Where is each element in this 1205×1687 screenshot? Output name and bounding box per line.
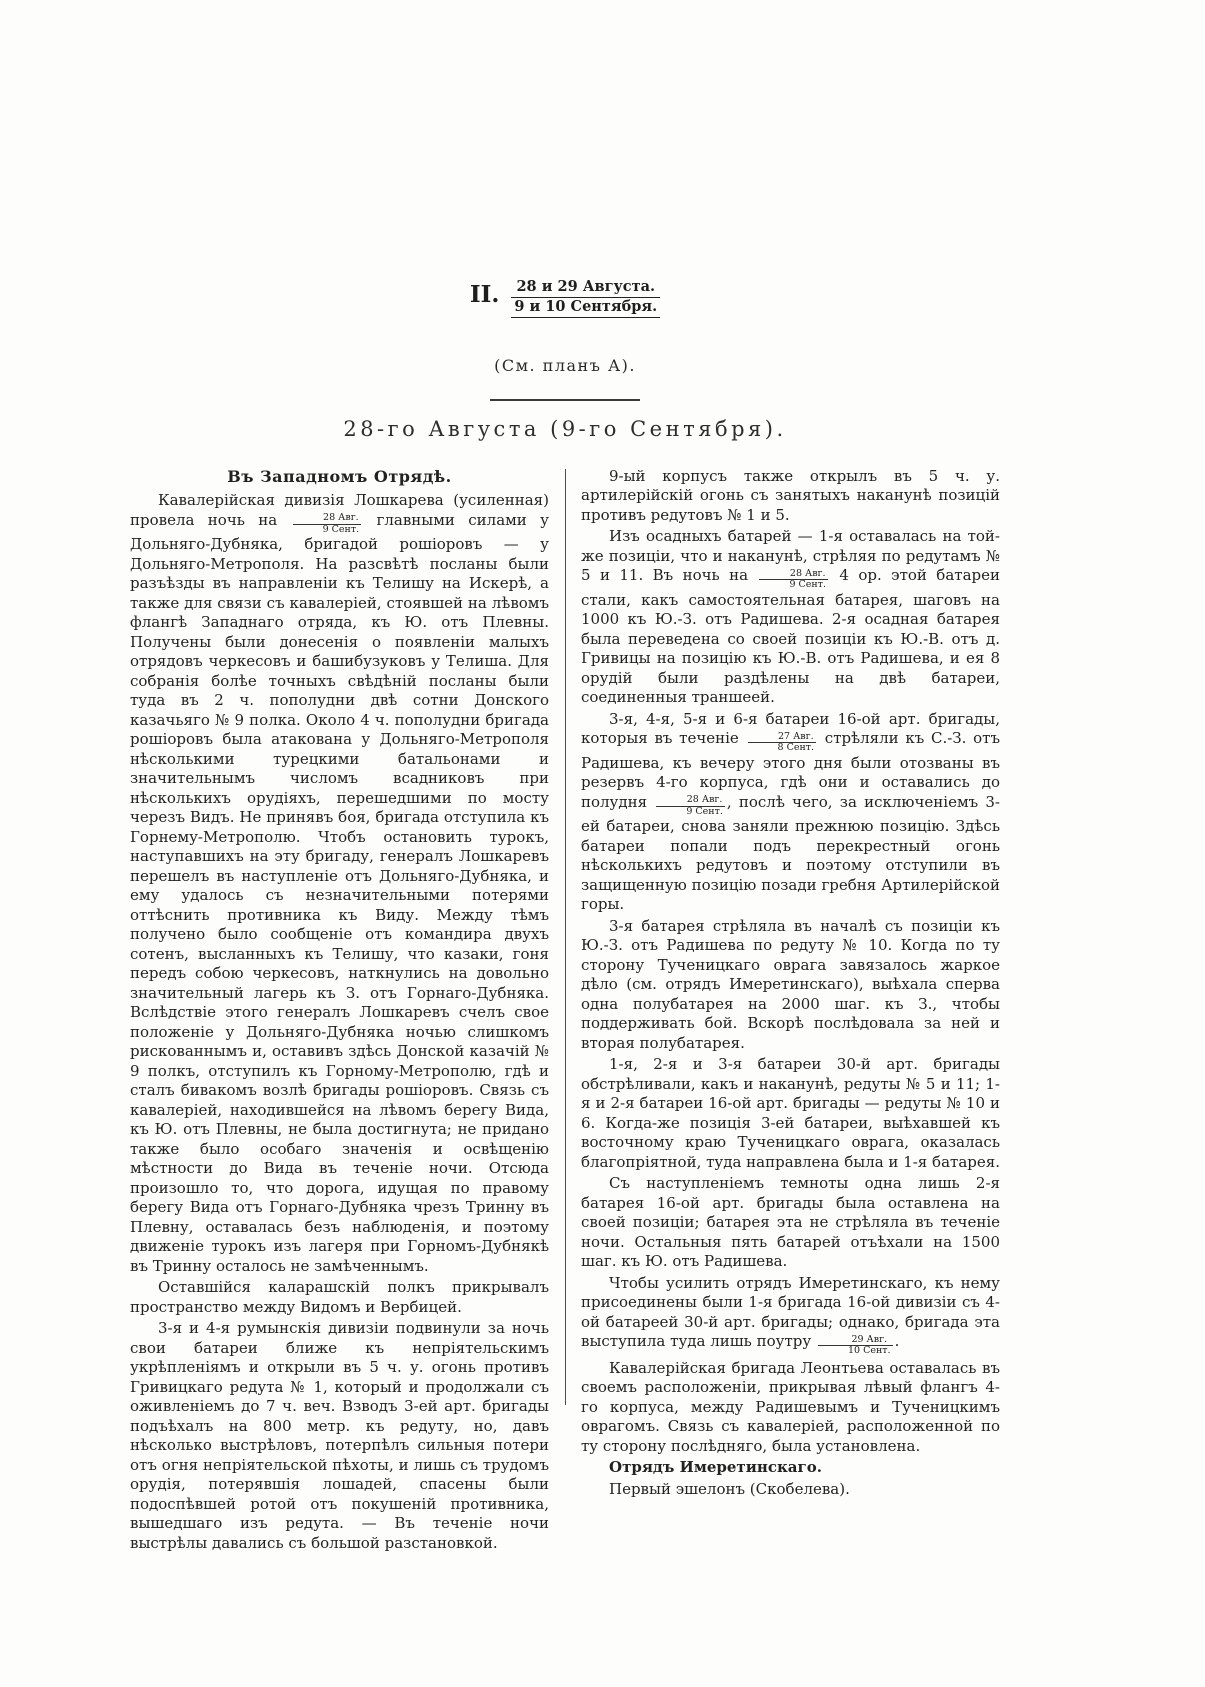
section-dates-old-style: 28 и 29 Августа. — [511, 278, 660, 298]
text-columns — [130, 467, 1000, 1555]
left-column-heading: Въ Западномъ Отрядѣ. — [227, 466, 452, 486]
paragraph: Кавалерійская дивизія Лошкарева (усиленная) провела ночь на $\frac{\text{28 Авг.}}{\text{9 Сент.}}$ главными силами у Дольняго-Дубняка, бригадой рошіоровъ — у Дольняго-Метрополя. На разсвѣтѣ посланы были разъѣзды въ направленіи къ Телишу на Искерѣ, а также для связи съ кавалеріей, стоявшей на лѣвомъ флангѣ Западнаго отряда, къ Ю. отъ Плевны. Получены были донесенія о появленіи малыхъ отрядовъ черкесовъ и башибузуковъ у Телиша. Для собранія болѣе точныхъ свѣдѣній посланы были туда въ 2 ч. пополудни двѣ сотни Донского казачьяго № 9 полка. Около 4 ч. пополудни бригада рошіоровъ была атакована у Дольняго-Метрополя нѣсколькими турецкими батальонами и значительнымъ числомъ всадниковъ при нѣсколькихъ орудіяхъ, перешедшими по мосту черезъ Видъ. Не принявъ боя, бригада отступила къ Горнему-Метрополю. Чтобъ остановить турокъ, наступавшихъ на эту бригаду, генералъ Лошкаревъ перешелъ въ наступленіе отъ Дольняго-Дубняка, и ему удалось съ незначительными потерями оттѣснить противника къ Виду. Между тѣмъ получено было сообщеніе отъ командира двухъ сотенъ, высланныхъ къ Телишу, что казаки, гоня передъ собою черкесовъ, наткнулись на довольно значительный лагерь къ З. отъ Горнаго-Дубняка. Вслѣдствіе этого генералъ Лошкаревъ счелъ свое положеніе у Дольняго-Дубняка ночью слишкомъ рискованнымъ и, оставивъ здѣсь Донской казачій № 9 полкъ, отступилъ къ Горному-Метрополю, гдѣ и сталъ бивакомъ возлѣ бригады рошіоровъ. Связь съ кавалеріей, находившейся на лѣвомъ берегу Вида, къ Ю. отъ Плевны, не была достигнута; не придано также было особаго значенія и освѣщенію мѣстности до Вида въ теченіе ночи. Отсюда произошло то, что дорога, идущая по правому берегу Вида отъ Горнаго-Дубняка чрезъ Тринну въ Плевну, оставалась безъ наблюденія, и поэтому движеніе турокъ изъ лагеря при Горномъ-Дубнякѣ въ Тринну осталось не замѣченнымъ. — [130, 491, 550, 1275]
paragraph: Оставшійся каларашскій полкъ прикрывалъ пространство между Видомъ и Вербицей. — [130, 1278, 549, 1316]
left-column — [130, 467, 549, 1555]
section-dates-new-style: 9 и 10 Сентября. — [511, 298, 660, 318]
date-fraction: $\frac{\text{29 Авг.}}{\text{10 Сент.}}$ — [818, 1335, 893, 1357]
date-fraction: $\frac{\text{28 Авг.}}{\text{9 Сент.}}$ — [656, 795, 725, 817]
paragraph: Кавалерійская бригада Леонтьева оставалась въ своемъ расположеніи, прикрывая лѣвый флангъ 4-го корпуса, между Радишевымъ и Тученицкимъ оврагомъ. Связь съ кавалеріей, расположенной по ту сторону послѣдняго, была установлена. — [581, 1358, 1000, 1455]
paragraph: Чтобы усилить отрядъ Имеретинскаго, къ нему присоединены были 1-я бригада 16-ой дивизіи съ 4-ой батареей 30-й арт. бригады; однако, бригада эта выступила туда лишь поутру $\frac{\text{29 Авг.}}{\text{10 Сент.}}$ . — [581, 1273, 1000, 1357]
right-column-subheading: Отрядъ Имеретинскаго. — [609, 1458, 822, 1476]
paragraph: Изъ осадныхъ батарей — 1-я оставалась на той-же позиціи, что и наканунѣ, стрѣляя по редутамъ № 5 и 11. Въ ночь на $\frac{\text{28 Авг.}}{\text{9 Сент.}}$ 4 ор. этой батареи стали, какъ самостоятельная батарея, шаговъ на 1000 къ Ю.-З. отъ Радишева. 2-я осадная батарея была переведена со своей позиціи къ Ю.-В. отъ д. Гривицы на позицію къ Ю.-В. отъ Радишева, и ея 8 орудій были раздѣлены на двѣ батареи, соединенныя траншеей. — [581, 527, 1001, 707]
paragraph: 3-я батарея стрѣляла въ началѣ съ позиціи къ Ю.-З. отъ Радишева по редуту № 10. Когда по ту сторону Тученицкаго оврага завязалось жаркое дѣло (см. отрядъ Имеретинскаго), выѣхала сперва одна полубатарея на 2000 шаг. къ З., чтобы поддерживать бой. Вскорѣ послѣдовала за ней и вторая полубатарея. — [581, 916, 1000, 1052]
column-divider-line — [565, 469, 566, 1405]
paragraph: Съ наступленіемъ темноты одна лишь 2-я батарея 16-ой арт. бригады была оставлена на своей позиціи; батарея эта не стрѣляла въ теченіе ночи. Остальныя пять батарей отъѣхали на 1500 шаг. къ Ю. отъ Радишева. — [581, 1174, 1000, 1271]
section-date-stack — [511, 278, 660, 318]
paragraph: 1-я, 2-я и 3-я батареи 30-й арт. бригады обстрѣливали, какъ и наканунѣ, редуты № 5 и 11; 1-я и 2-я батареи 16-ой арт. бригады — редуты № 10 и 6. Когда-же позиція 3-ей батареи, выѣхавшей къ восточному краю Тученицкаго оврага, оказалась благопріятной, туда направлена была и 1-я батарея. — [581, 1055, 1000, 1171]
plan-note: (См. планъ А). — [494, 356, 636, 376]
right-column — [581, 467, 1000, 1555]
section-header — [130, 278, 1000, 318]
closing-line: Первый эшелонъ (Скобелева). — [609, 1479, 850, 1498]
divider-rule — [490, 399, 640, 401]
paragraph: 3-я, 4-я, 5-я и 6-я батареи 16-ой арт. бригады, которыя въ теченіе $\frac{\text{27 Авг.}}{\text{8 Сент.}}$ стрѣляли къ С.-З. отъ Радишева, къ вечеру этого дня были отозваны въ резервъ 4-го корпуса, гдѣ они и оставались до полудня $\frac{\text{28 Авг.}}{\text{9 Сент.}}$ , послѣ чего, за исключеніемъ 3-ей батареи, снова заняли прежнюю позицію. Здѣсь батареи попали подъ перекрестный огонь нѣсколькихъ редутовъ и поэтому отступили въ защищенную позицію позади гребня Артилерійской горы. — [581, 709, 1001, 914]
paragraph: 9-ый корпусъ также открылъ въ 5 ч. у. артилерійскій огонь съ занятыхъ наканунѣ позицій противъ редутовъ № 1 и 5. — [581, 466, 1000, 524]
date-fraction: $\frac{\text{27 Авг.}}{\text{8 Сент.}}$ — [748, 732, 817, 754]
paragraph: 3-я и 4-я румынскія дивизіи подвинули за ночь свои батареи ближе къ непріятельскимъ укрѣпленіямъ и открыли въ 5 ч. у. огонь противъ Гривицкаго редута № 1, который и продолжали съ оживленіемъ до 7 ч. веч. Взводъ 3-ей арт. бригады подъѣхалъ на 800 метр. къ редуту, но, давъ нѣсколько выстрѣловъ, потерпѣлъ сильныя потери отъ огня непріятельской пѣхоты, и лишь съ трудомъ орудія, потерявшія лошадей, спасены были подоспѣвшей ротой отъ покушеній противника, вышедшаго изъ редута. — Въ теченіе ночи выстрѣлы давались съ большой разстановкой. — [130, 1319, 549, 1552]
date-fraction: $\frac{\text{28 Авг.}}{\text{9 Сент.}}$ — [759, 569, 828, 591]
book-page — [130, 0, 1000, 1555]
right-paragraphs — [581, 467, 1000, 1456]
page-title: 28-го Августа (9-го Сентября). — [343, 416, 787, 441]
section-number: II. — [469, 281, 500, 308]
left-paragraphs — [130, 491, 549, 1553]
date-fraction: $\frac{\text{28 Авг.}}{\text{9 Сент.}}$ — [293, 513, 362, 535]
